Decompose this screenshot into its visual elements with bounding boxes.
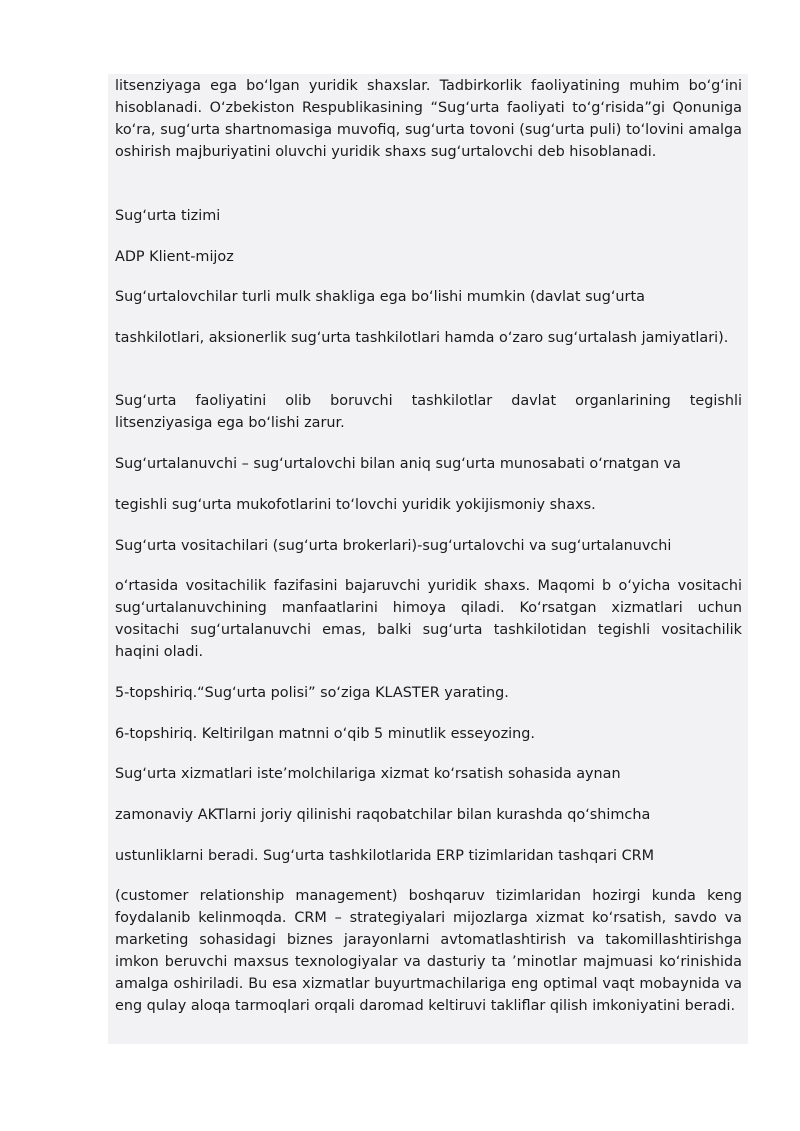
paragraph-crm-description: (customer relationship management) boshqaruv tizimlaridan hozirgi kunda keng foydalanib kelinmoqda. CRM – strategiyalari mijozlarga xizmat ko‘rsatish, savdo va marketing sohasidagi biznes jarayonlarni avtomatlashtirish va takomillashtirishga imkon beruvchi maxsus texnologiyalar va dasturiy ta ’minotlar majmuasi ko‘rinishida amalga oshiriladi. Bu esa xizmatlar buyurtmachilariga eng optimal vaqt mobaynida va eng qulay aloqa tarmoqlari orqali daromad keltiruvi takliflar qilish imkoniyatini beradi. <box>115 888 742 1014</box>
paragraph-modern-ict: zamonaviy AKTlarni joriy qilinishi raqobatchilar bilan kurashda qo‘shimcha <box>115 807 651 823</box>
paragraph-task-6: 6-topshiriq. Keltirilgan matnni o‘qib 5 minutlik esseyozing. <box>115 726 535 742</box>
paragraph-ownership-forms: Sug‘urtalovchilar turli mulk shakliga ega bo‘lishi mumkin (davlat sug‘urta <box>115 289 645 305</box>
paragraph-insured-definition: Sug‘urtalanuvchi – sug‘urtalovchi bilan aniq sug‘urta munosabati o‘rnatgan va <box>115 456 682 472</box>
paragraph-organization-types: tashkilotlari, aksionerlik sug‘urta tashkilotlari hamda o‘zaro sug‘urtalash jamiyatlari). <box>115 330 729 346</box>
paragraph-services-consumers: Sug‘urta xizmatlari iste’molchilariga xizmat ko‘rsatish sohasida aynan <box>115 766 621 782</box>
paragraph-license-requirement: Sug‘urta faoliyatini olib boruvchi tashkilotlar davlat organlarining tegishli litsenziyasiga ega bo‘lishi zarur. <box>115 393 742 431</box>
paragraph-task-5: 5-topshiriq.“Sug‘urta polisi” so‘ziga KLASTER yarating. <box>115 685 509 701</box>
paragraph-erp-crm: ustunliklarni beradi. Sug‘urta tashkilotlarida ERP tizimlaridan tashqari CRM <box>115 848 655 864</box>
paragraph-insured-continuation: tegishli sug‘urta mukofotlarini to‘lovchi yuridik yokijismoniy shaxs. <box>115 497 596 513</box>
paragraph-insurance-system: Sug‘urta tizimi <box>115 208 221 224</box>
paragraph-broker-role: o‘rtasida vositachilik fazifasini bajaruvchi yuridik shaxs. Maqomi b o‘yicha vositachi sug‘urtalanuvchining manfaatlarini himoya qiladi. Ko‘rsatgan xizmatlari uchun vositachi sug‘urtalanuvchi emas, balki sug‘urta tashkilotidan tegishli vositachilik haqini oladi. <box>115 578 742 660</box>
paragraph-brokers: Sug‘urta vositachilari (sug‘urta brokerlari)-sug‘urtalovchi va sug‘urtalanuvchi <box>115 538 672 554</box>
paragraph-adp-client: ADP Klient-mijoz <box>115 249 234 265</box>
paragraph-insurer-definition: litsenziyaga ega bo‘lgan yuridik shaxslar. Tadbirkorlik faoliyatining muhim bo‘g‘ini hisoblanadi. O‘zbekiston Respublikasining “Sug‘urta faoliyati to‘g‘risida”gi Qonuniga ko‘ra, sug‘urta shartnomasiga muvofiq, sug‘urta tovoni (sug‘urta puli) to‘lovini amalga oshirish majburiyatini oluvchi yuridik shaxs sug‘urtalovchi deb hisoblanadi. <box>115 78 742 160</box>
